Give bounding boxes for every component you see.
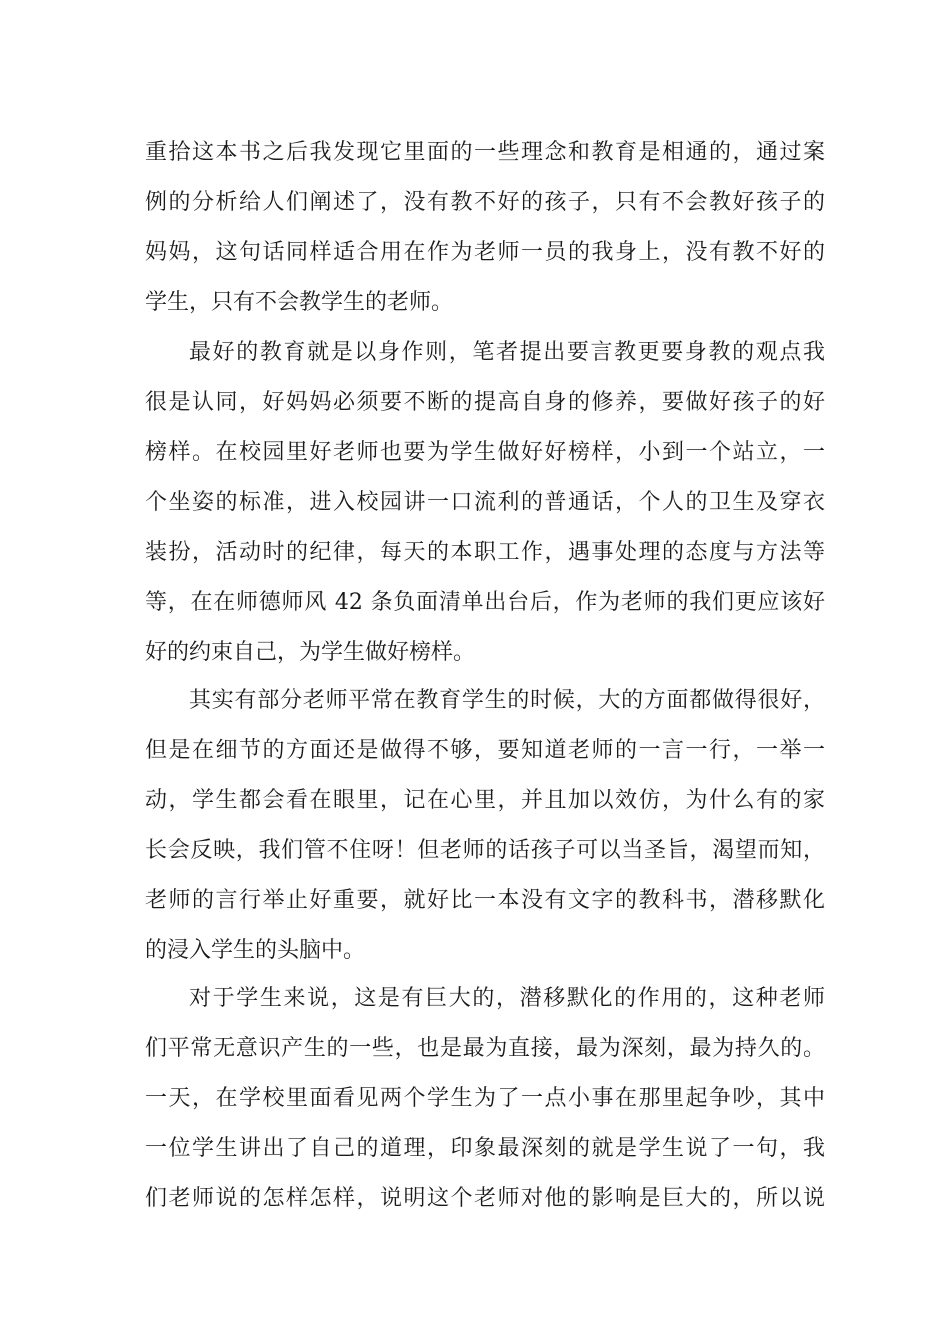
text-line: 但是在细节的方面还是做得不够，要知道老师的一言一行，一举一 — [145, 738, 825, 763]
text-line: 重拾这本书之后我发现它里面的一些理念和教育是相通的，通过案 — [145, 140, 825, 165]
text-line: 长会反映，我们管不住呀！但老师的话孩子可以当圣旨，渴望而知， — [145, 838, 825, 863]
text-line: 们老师说的怎样怎样，说明这个老师对他的影响是巨大的，所以说 — [145, 1186, 825, 1211]
text-line: 等，在在师德师风 42 条负面清单出台后，作为老师的我们更应该好 — [145, 590, 825, 615]
text-line: 们平常无意识产生的一些，也是最为直接，最为深刻，最为持久的。 — [145, 1036, 825, 1061]
text-line: 装扮，活动时的纪律，每天的本职工作，遇事处理的态度与方法等 — [145, 540, 825, 565]
text-line: 个坐姿的标准，进入校园讲一口流利的普通话，个人的卫生及穿衣 — [145, 490, 825, 515]
text-line: 榜样。在校园里好老师也要为学生做好好榜样，小到一个站立，一 — [145, 440, 825, 465]
text-line: 一位学生讲出了自己的道理，印象最深刻的就是学生说了一句，我 — [145, 1136, 825, 1161]
text-line: 的浸入学生的头脑中。 — [145, 938, 366, 963]
text-line: 例的分析给人们阐述了，没有教不好的孩子，只有不会教好孩子的 — [145, 190, 825, 215]
paragraph-first-line: 对于学生来说，这是有巨大的，潜移默化的作用的，这种老师 — [189, 986, 825, 1011]
text-line: 好的约束自己，为学生做好榜样。 — [145, 640, 476, 665]
text-line: 很是认同，好妈妈必须要不断的提高自身的修养，要做好孩子的好 — [145, 390, 825, 415]
text-line: 一天，在学校里面看见两个学生为了一点小事在那里起争吵，其中 — [145, 1086, 825, 1111]
text-line: 动，学生都会看在眼里，记在心里，并且加以效仿，为什么有的家 — [145, 788, 825, 813]
paragraph-first-line: 其实有部分老师平常在教育学生的时候，大的方面都做得很好， — [189, 688, 825, 713]
text-line: 学生，只有不会教学生的老师。 — [145, 290, 454, 315]
text-line: 老师的言行举止好重要，就好比一本没有文字的教科书，潜移默化 — [145, 888, 825, 913]
text-line: 妈妈，这句话同样适合用在作为老师一员的我身上，没有教不好的 — [145, 240, 825, 265]
paragraph-first-line: 最好的教育就是以身作则，笔者提出要言教更要身教的观点我 — [189, 340, 825, 365]
